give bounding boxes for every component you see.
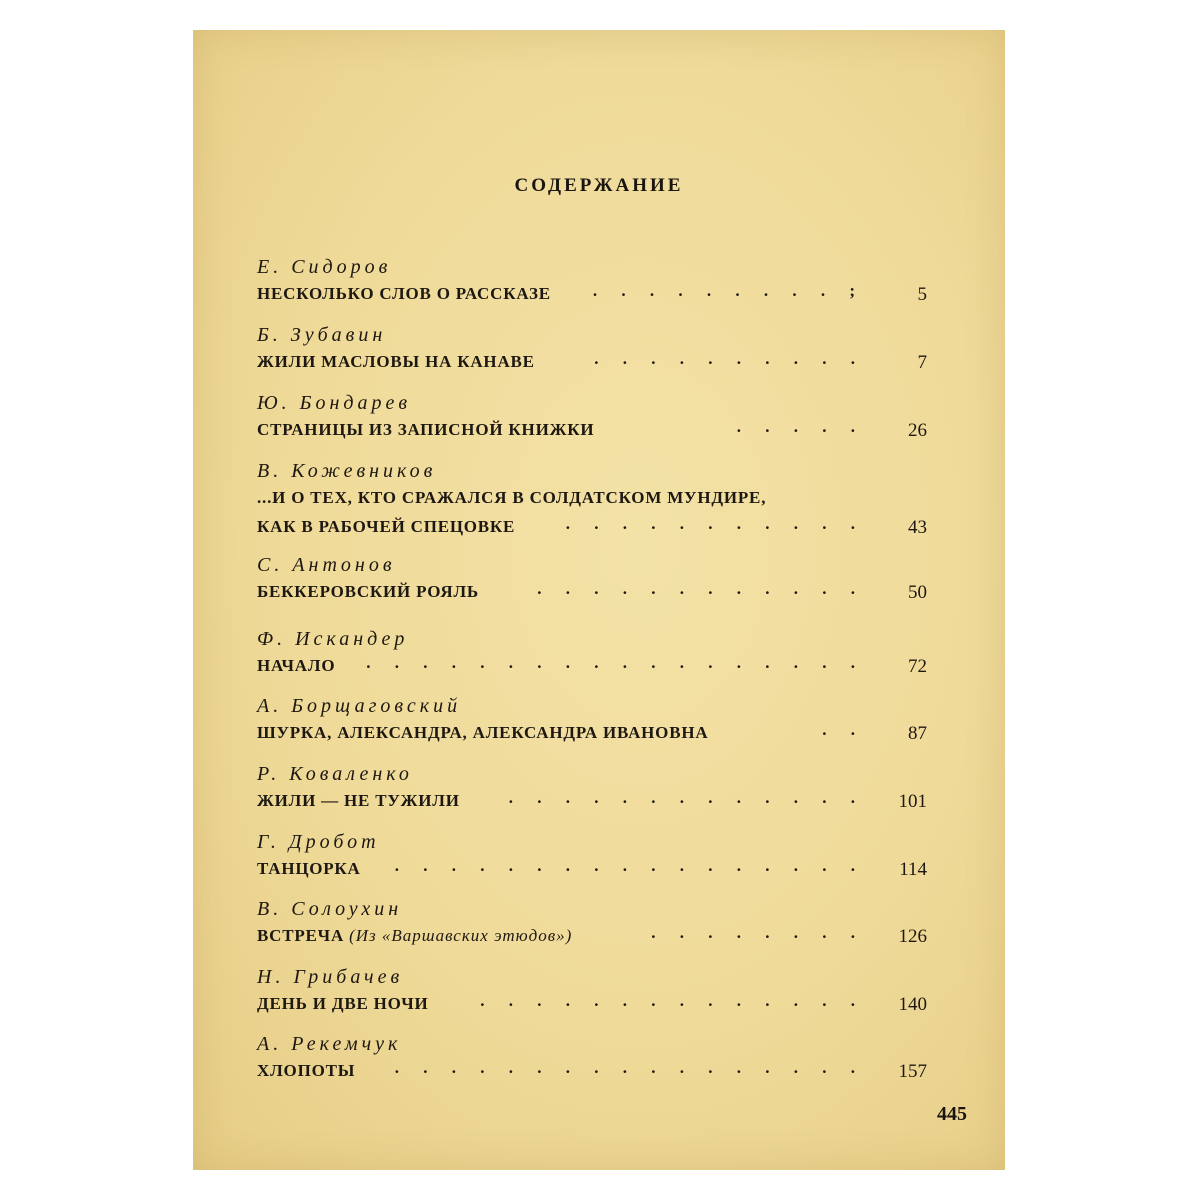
leader-dots: . . . . . . . . . . .: [565, 514, 865, 533]
entry-line: [257, 991, 927, 1017]
toc-entry: [257, 628, 927, 679]
entry-page-number: 87: [908, 723, 927, 744]
entry-author: Б. Зубавин: [257, 324, 387, 346]
entry-author: Ф. Искандер: [257, 628, 409, 650]
entry-title-first-line: ...И О ТЕХ, КТО СРАЖАЛСЯ В СОЛДАТСКОМ МУНДИРЕ,: [257, 488, 767, 507]
entry-author: Ю. Бондарев: [257, 392, 412, 414]
entry-title: БЕККЕРОВСКИЙ РОЯЛЬ: [257, 582, 479, 601]
entry-line: [257, 514, 927, 540]
entry-line: [257, 720, 927, 746]
entry-author: А. Борщаговский: [257, 695, 462, 717]
entry-line: [257, 485, 927, 511]
entry-line: [257, 281, 927, 307]
toc-entry: [257, 460, 927, 540]
entry-page-number: 50: [908, 582, 927, 603]
contents-heading: СОДЕРЖАНИЕ: [514, 175, 684, 196]
toc-entry: [257, 898, 927, 949]
entry-title: [257, 926, 572, 946]
entry-author: В. Солоухин: [257, 898, 403, 920]
entry-title: ХЛОПОТЫ: [257, 1061, 356, 1080]
entry-title-note: (Из «Варшавских этюдов»): [349, 926, 573, 945]
entry-title: НЕСКОЛЬКО СЛОВ О РАССКАЗЕ: [257, 284, 551, 303]
leader-dots: . . . . . . . . . . . . . . . . .: [394, 1058, 865, 1077]
entry-author: Е. Сидоров: [257, 256, 392, 278]
toc-entry: [257, 256, 927, 307]
toc-entry: [257, 1033, 927, 1084]
entry-author: С. Антонов: [257, 554, 396, 576]
entry-title: КАК В РАБОЧЕЙ СПЕЦОВКЕ: [257, 517, 516, 536]
toc-entry: [257, 831, 927, 882]
entry-line: [257, 856, 927, 882]
leader-dots: . . . . .: [736, 417, 865, 436]
leader-dots: . . . . . . . . . ;: [592, 281, 865, 300]
entry-page-number: 7: [917, 352, 927, 373]
entry-author: Н. Грибачев: [257, 966, 404, 988]
entry-page-number: 43: [908, 517, 927, 538]
entry-author: Г. Дробот: [257, 831, 380, 853]
entry-page-number: 101: [898, 791, 927, 812]
entry-author: В. Кожевников: [257, 460, 437, 482]
leader-dots: . . . . . . . . . . . . . . . . . .: [366, 653, 865, 672]
entry-line: [257, 349, 927, 375]
entry-author: Р. Коваленко: [257, 763, 413, 785]
entry-author: А. Рекемчук: [257, 1033, 402, 1055]
entry-line: [257, 417, 927, 443]
entry-page-number: 5: [917, 284, 927, 305]
leader-dots: . . . . . . . . . . . . .: [508, 788, 865, 807]
entry-page-number: 140: [898, 994, 927, 1015]
entry-line: [257, 1058, 927, 1084]
toc-entry: [257, 392, 927, 443]
toc-entry: [257, 695, 927, 746]
entry-page-number: 114: [899, 859, 927, 880]
toc-entry: [257, 763, 927, 814]
entry-title: СТРАНИЦЫ ИЗ ЗАПИСНОЙ КНИЖКИ: [257, 420, 595, 439]
entry-page-number: 157: [898, 1061, 927, 1082]
toc-entry: [257, 554, 927, 605]
entry-page-number: 126: [898, 926, 927, 947]
entry-line: [257, 788, 927, 814]
toc-entry: [257, 324, 927, 375]
leader-dots: . . . . . . . . . . . . . . . . .: [394, 856, 865, 875]
toc-entry: [257, 966, 927, 1017]
book-page: [193, 30, 1005, 1170]
leader-dots: . . . . . . . . . . . . . .: [480, 991, 865, 1010]
entry-title: ЖИЛИ МАСЛОВЫ НА КАНАВЕ: [257, 352, 535, 371]
entry-title-main: ВСТРЕЧА: [257, 926, 345, 945]
entry-line: [257, 923, 927, 949]
entry-line: [257, 579, 927, 605]
entry-page-number: 72: [908, 656, 927, 677]
leader-dots: . .: [822, 720, 865, 739]
entry-page-number: 26: [908, 420, 927, 441]
leader-dots: . . . . . . . .: [651, 923, 865, 942]
entry-line: [257, 653, 927, 679]
leader-dots: . . . . . . . . . .: [594, 349, 865, 368]
entry-title: ШУРКА, АЛЕКСАНДРА, АЛЕКСАНДРА ИВАНОВНА: [257, 723, 709, 742]
entry-title: ЖИЛИ — НЕ ТУЖИЛИ: [257, 791, 460, 810]
entry-title: ДЕНЬ И ДВЕ НОЧИ: [257, 994, 429, 1013]
entry-title: ТАНЦОРКА: [257, 859, 361, 878]
entry-title: НАЧАЛО: [257, 656, 336, 675]
leader-dots: . . . . . . . . . . . .: [537, 579, 865, 598]
page-folio-number: 445: [937, 1103, 967, 1125]
